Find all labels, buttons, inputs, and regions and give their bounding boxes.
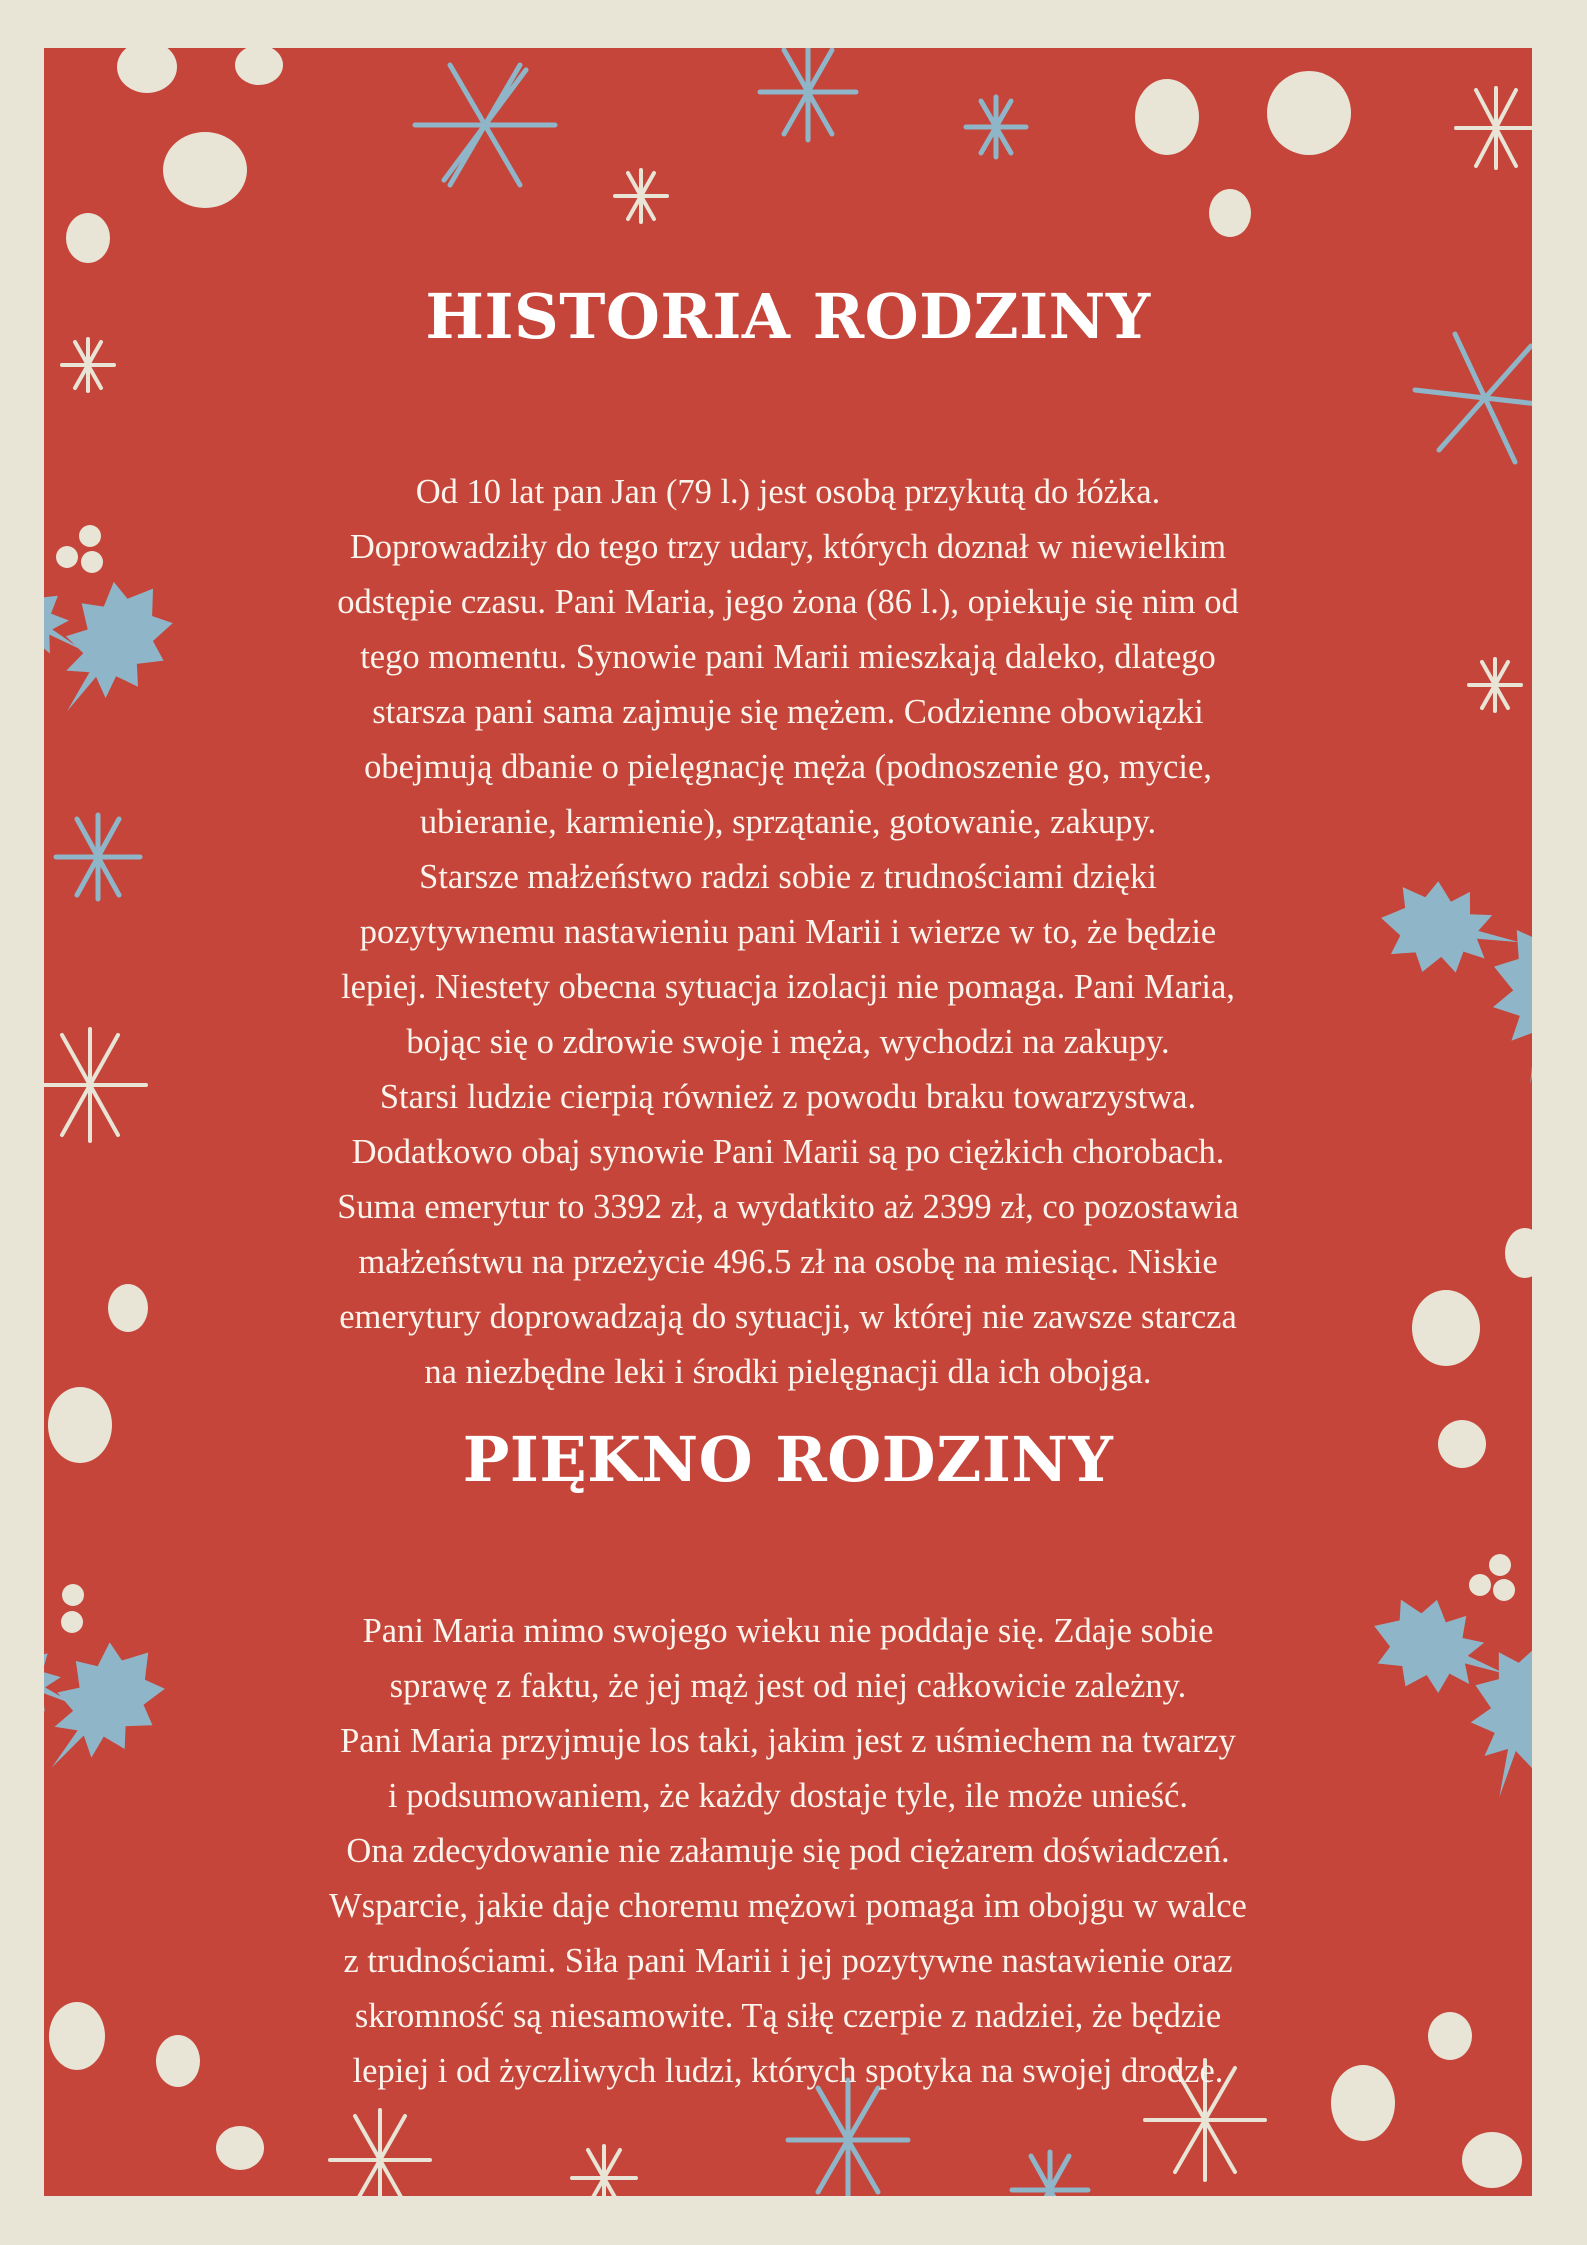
text-line: sprawę z faktu, że jej mąż jest od niej całkowicie zależny. — [389, 1667, 1187, 1705]
page-content — [44, 48, 1532, 2196]
text-line: i podsumowaniem, że każdy dostaje tyle, ile może unieść. — [388, 1777, 1188, 1815]
text-line: na niezbędne leki i środki pielęgnacji dla ich obojga. — [424, 1353, 1152, 1391]
text-line: odstępie czasu. Pani Maria, jego żona (86 l.), opiekuje się nim od — [337, 583, 1239, 621]
text-line: ubieranie, karmienie), sprzątanie, gotowanie, zakupy. — [419, 803, 1157, 841]
text-line: Od 10 lat pan Jan (79 l.) jest osobą przykutą do łóżka. — [415, 473, 1161, 511]
text-line: Starsze małżeństwo radzi sobie z trudnościami dzięki — [419, 858, 1157, 896]
text-line: małżeństwu na przeżycie 496.5 zł na osobę na miesiąc. Niskie — [358, 1243, 1218, 1281]
text-line: Doprowadziły do tego trzy udary, których doznał w niewielkim — [349, 528, 1227, 566]
text-line: Ona zdecydowanie nie załamuje się pod ciężarem doświadczeń. — [346, 1832, 1230, 1870]
text-line: skromność są niesamowite. Tą siłę czerpie z nadziei, że będzie — [354, 1997, 1222, 2035]
text-line: Wsparcie, jakie daje choremu mężowi pomaga im obojgu w walce — [329, 1887, 1247, 1925]
text-line: bojąc się o zdrowie swoje i męża, wychodzi na zakupy. — [406, 1023, 1170, 1061]
text-line: tego momentu. Synowie pani Marii mieszkają daleko, dlatego — [360, 638, 1216, 676]
text-line: starsza pani sama zajmuje się mężem. Codzienne obowiązki — [372, 693, 1204, 731]
text-line: lepiej. Niestety obecna sytuacja izolacji nie pomaga. Pani Maria, — [341, 968, 1235, 1006]
text-line: obejmują dbanie o pielęgnację męża (podnoszenie go, mycie, — [364, 748, 1212, 786]
section-title-historia: HISTORIA RODZINY — [425, 280, 1151, 353]
text-line: lepiej i od życzliwych ludzi, których spotyka na swojej drodze. — [352, 2052, 1224, 2090]
text-line: Dodatkowo obaj synowie Pani Marii są po ciężkich chorobach. — [351, 1133, 1225, 1171]
text-line: z trudnościami. Siła pani Marii i jej pozytywne nastawienie oraz — [343, 1942, 1233, 1980]
section-body-piekno — [184, 1604, 1392, 2099]
text-line: Suma emerytur to 3392 zł, a wydatkito aż 2399 zł, co pozostawia — [337, 1188, 1239, 1226]
text-line: Pani Maria mimo swojego wieku nie poddaje się. Zdaje sobie — [362, 1612, 1214, 1650]
section-body-historia — [184, 465, 1392, 1400]
text-line: pozytywnemu nastawieniu pani Marii i wierze w to, że będzie — [359, 913, 1217, 951]
text-line: emerytury doprowadzają do sytuacji, w której nie zawsze starcza — [339, 1298, 1237, 1336]
section-title-piekno: PIĘKNO RODZINY — [462, 1423, 1114, 1496]
text-line: Pani Maria przyjmuje los taki, jakim jest z uśmiechem na twarzy — [340, 1722, 1236, 1760]
text-line: Starsi ludzie cierpią również z powodu braku towarzystwa. — [379, 1078, 1197, 1116]
